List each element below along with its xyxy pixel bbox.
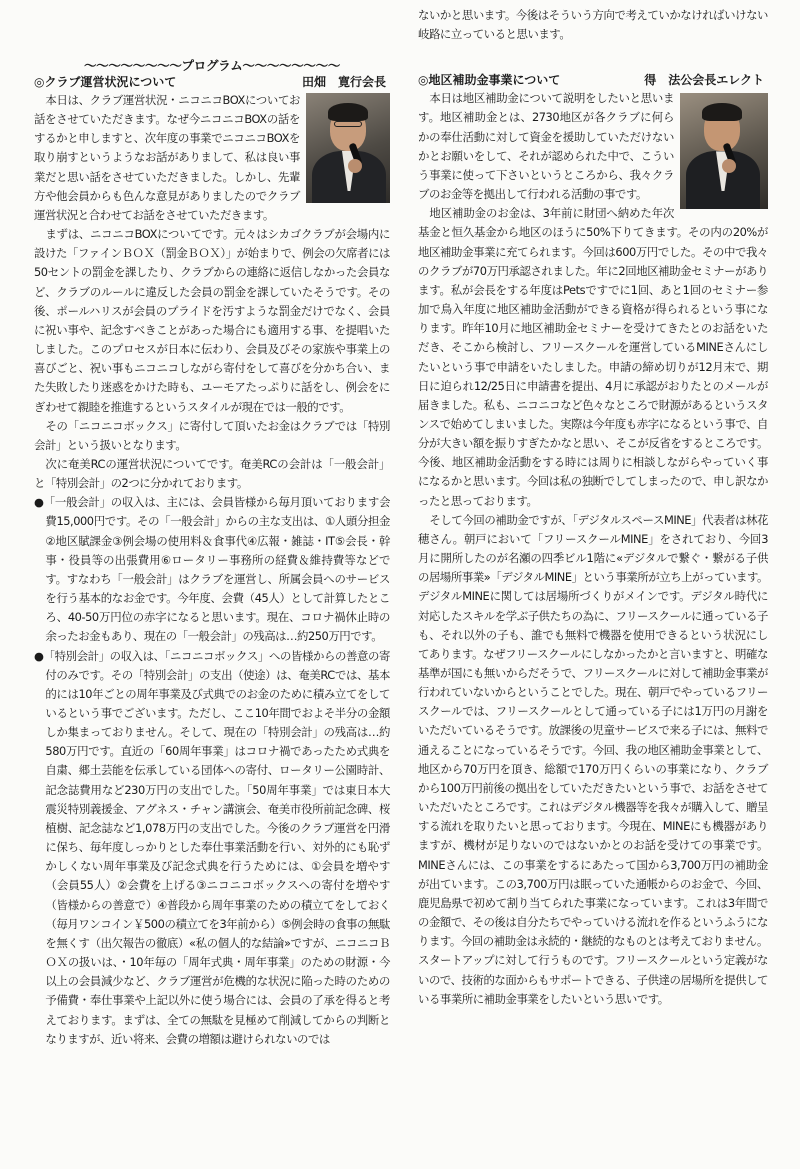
paragraph: その「ニコニコボックス」に寄付して頂いたお金はクラブでは「特別会計」という扱いとなります。 [34, 418, 390, 452]
section-title: ◎クラブ運営状況について [34, 75, 177, 89]
article-body-left [34, 91, 390, 1049]
section-title: ◎地区補助金事業について [418, 73, 561, 88]
paragraph-special-account: ●「特別会計」の収入は、「ニコニコボックス」への皆様からの善意の寄付のみです。その「特別会計」の支出（使途）は、奄美RCでは、基本的には10年ごとの周年事業及び式典でのお金のために積み立てをしているという事でございます。ただし、ここ10年間でおよそ半分の金額しか集まっておりません。そして、現在の「特別会計」の残高は…約580万円です。直近の「60周年事業」はコロナ禍であったため式典を自粛、郷土芸能を伝承している団体への寄付、ロータリー公園時計、記念誌費用など230万円の支出でした。「50周年事業」では東日本大震災特別義援金、アグネス・チャン講演会、奄美市役所前記念碑、桜植樹、記念誌など1,078万円の支出でした。今後のクラブ運営を円滑に保ち、毎年度しっかりとした奉仕事業活動を行い、対外的にも恥ずかしくない周年事業及び記念式典を行うためには、①会員を増やす（会員55人）②会費を上げる③ニコニコボックスへの寄付を増やす（皆様からの善意で）④普段から周年事業のための積立てをしておく（毎月ワンコイン￥500の積立てを3年前から）⑤例会時の食事の無駄を無くす（出欠報告の徹底）«私の個人的な結論»ですが、ニコニコＢＯＸの扱いは、・10年毎の「周年式典・周年事業」のための財源・今以上の会員減少など、クラブ運営が危機的な状況に陥った時のための予備費・奉仕事業や上記以外に使う場合には、会員の了承を得ると考えております。まずは、全ての無駄を見極めて削減してからの判断となりますが、近い将来、会費の増額は避けられないのでは [34, 648, 390, 1046]
speaker-photo-icon [680, 93, 768, 209]
speaker-name: 得 法公会長エレクト [644, 73, 764, 88]
paragraph: そして今回の補助金ですが、「デジタルスペースMINE」代表者は林花穂さん。朝戸において「フリースクールMINE」をされており、今回3月に開所したのが名瀬の四季ビル1階に«デジタルで繋ぐ・繋がる子供の居場所事業»「デジタルMINE」という事業所が立ち上がっています。デジタルMINEに関しては居場所づくりがメインです。デジタル時代に対応したスキルを学ぶ子供たちの為に、フリースクールに通っている子も、それ以外の子も、誰でも無料で機器を使用できるという状況にしてあります。なぜフリースクールにしなかったかと言いますと、明確な基準が国にも無いからだそうで、フリースクールに対して補助金事業が行われていないからということでした。現在、朝戸でやっているフリースクールでは、フリースクールとして通っている子には1万円の月謝をいただいているそうです。放課後の児童サービスで来る子には、無料で通えることになっているそうです。今回、我の地区補助金事業として、地区から70万円を頂き、総額で170万円くらいの事業になり、クラブから100万円前後の拠出をしていただきたいという事で、お話をさせていただいたところです。これはデジタル機器等を我々が購入して、贈呈する流れを取りたいと思っております。今現在、MINEにも機器がありますが、機材が足りないのではないかとのお話を受けての事業です。MINEさんには、この事業をするにあたって国から3,700万円の補助金が出ています。この3,700万円は眠っていた通帳からのお金で、今回、鹿児島県で初めて割り当てられた事業になっています。これは3年間での金額で、その後は自分たちでやっていける流れを作るというふうになります。今回の補助金は永続的・継続的なものとは考えておりません。スタートアップに対して行うものです。フリースクールという定義がないので、技術的な面からもサポートできる、子供達の居場所を提供している事業所に補助金事業をしたいという思いです。 [418, 512, 768, 1006]
paragraph: 本日は地区補助金について説明をしたいと思います。地区補助金とは、2730地区が各クラブに何らかの奉仕活動に対して資金を援助していただけないかとお願いをして、それが認められた中で、こういう事業に使って下さいというところから、我々クラブのお金等を拠出して行われる活動の事です。 [418, 91, 674, 202]
paragraph: 本日は、クラブ運営状況・ニコニコBOXについてお話をさせていただきます。なぜ今ニコニコBOXの話をするかと申しますと、次年度の事業でニコニコBOXを取り崩すというようなお話がありまして、私は良い事業だと思い話をさせていただきました。しかし、先輩方や他会員からも色んな意見がありましたのでクラブ運営状況と合わせてお話をさせていただきます。 [34, 93, 300, 222]
section-heading-club-status [34, 74, 390, 91]
paragraph: まずは、ニコニコBOXについてです。元々はシカゴクラブが会場内に設けた「ファインＢＯＸ（罰金ＢＯＸ）」が始まりで、例会の欠席者には50セントの罰金を課したり、クラブからの連絡に返信しなかった会員など、クラブのルールに違反した会員の罰金を課していたそうです。その後、ポールハリスが会員のプライドを汚すような罰金だけでなく、会員に祝い事や、記念すべきことがあった場合にも適用する事、を提唱いたしました。このプロセスが日本に伝わり、会員及びその家族や事業上の喜びごと、祝い事もニコニコしながら寄付をして喜びを分かち合い、また失敗したり迷惑をかけた時も、ユーモアたっぷりに話をし、例会をにぎわせて親睦を推進するというスタイルが現在では一般的です。 [34, 227, 390, 414]
speaker-name: 田畑 寛行会長 [301, 75, 386, 89]
continuation-text [418, 6, 768, 44]
left-column [34, 6, 390, 1169]
section-heading-district-grant [418, 72, 768, 89]
article-body-right [418, 89, 768, 1009]
speaker-photo-icon [306, 93, 390, 203]
paragraph: 地区補助金のお金は、3年前に財団へ納めた年次基金と恒久基金から地区のほうに50%下りてきます。その内の20%が地区補助金事業に充てられます。今回は600万円でした。その中で我々のクラブが70万円承認されました。年に2回地区補助金セミナーがあります。私が会長をする年度はPetsですでに1回、あと1回のセミナー参加で鳥入年度に地区補助金活動ができる資格が得られるという事になります。昨年10月に地区補助金セミナーを受けてきたとのお話をいただき、そこから検討し、フリースクールを運営しているMINEさんにしたいという事で申請をいたしました。申請の締め切りが12月末で、期日に迫られ12/25日に申請書を提出、4月に承認がおりたとのメールが届きました。私も、ニコニコなど色々なところで財源があるというスタンスで始めてしまいました。実際は今年度も赤字になるという事で、自分が大きい額を振りすぎたかなと思い、そこが反省をするところです。今後、地区補助金活動をする時には周りに相談しながらやっていく事になるかと思います。今回は私の独断でしてしまったので、申し訳なかったと思っております。 [418, 206, 768, 508]
program-title: 〜〜〜〜〜〜〜〜プログラム〜〜〜〜〜〜〜〜 [83, 58, 341, 73]
right-column [418, 6, 768, 1169]
paragraph-general-account: ●「一般会計」の収入は、主には、会員皆様から毎月頂いております会費15,000円です。その「一般会計」からの主な支出は、①人頭分担金②地区賦課金③例会場の使用料＆食事代④広報・雑誌・IT⑤会長・幹事・役員等の出張費用⑥ロータリー事務所の経費＆維持費等などです。すなわち「一般会計」はクラブを運営し、所属会員へのサービスを行う基本的なお金です。今年度、会費（45人）として計算したところ、40-50万円位の赤字になると思います。現在、コロナ禍休止時の余ったお金もあり、現在の「一般会計」の残高は…約250万円です。 [34, 495, 390, 644]
paragraph: 次に奄美RCの運営状況についてです。奄美RCの会計は「一般会計」と「特別会計」の2つに分かれております。 [34, 456, 390, 491]
paragraph: ないかと思います。今後はそういう方向で考えていかなければいけない岐路に立っていると思います。 [418, 8, 768, 42]
